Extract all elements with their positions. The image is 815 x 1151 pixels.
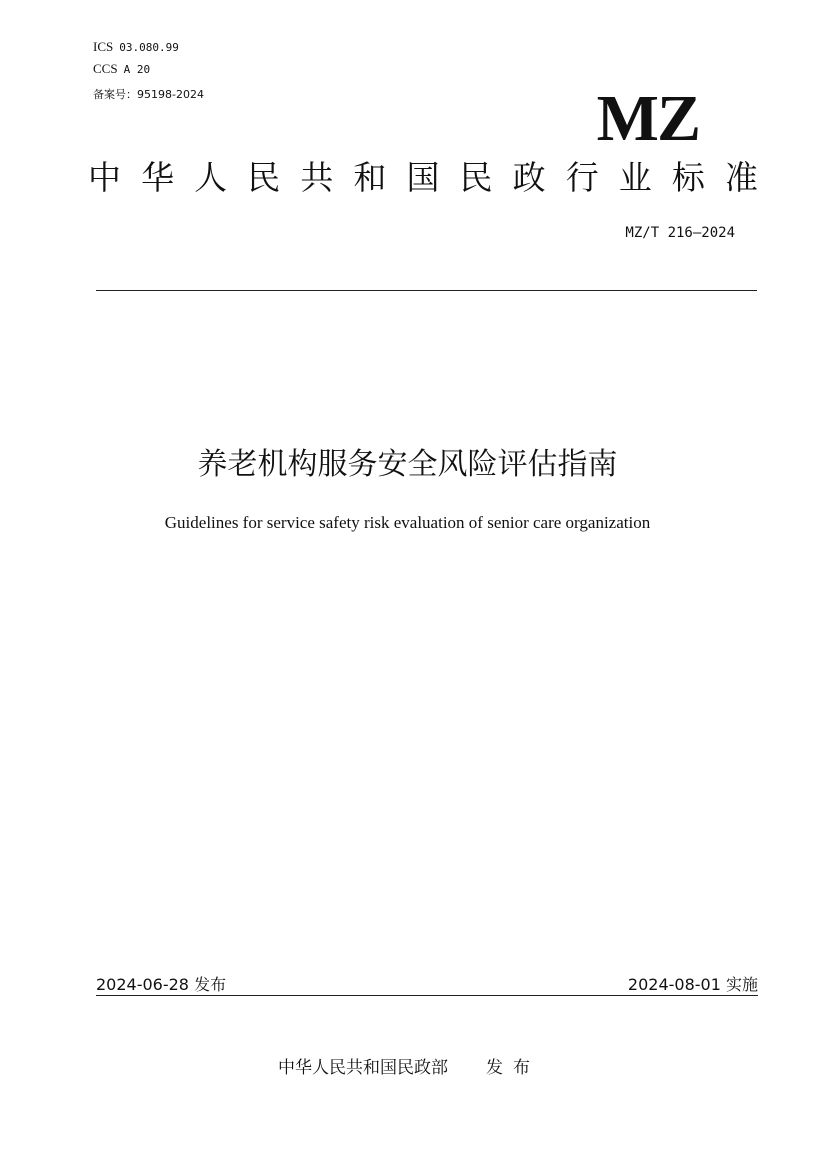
record-number [93, 88, 204, 102]
record-label: 备案号： [93, 88, 137, 101]
org-char: 人 [194, 158, 228, 197]
publisher [278, 1053, 540, 1078]
ccs-code [93, 62, 150, 77]
standard-code: MZ/T 216—2024 [625, 225, 735, 241]
publisher-action: 发布 [486, 1058, 540, 1078]
ccs-label: CCS [93, 61, 118, 76]
org-char: 国 [406, 158, 440, 197]
ics-code [93, 40, 179, 55]
org-char: 政 [512, 158, 546, 197]
org-char: 和 [353, 158, 387, 197]
org-char: 业 [618, 158, 652, 197]
ics-label: ICS [93, 39, 114, 54]
title-chinese: 养老机构服务安全风险评估指南 [197, 447, 618, 482]
publisher-name: 中华人民共和国民政部 [278, 1058, 448, 1078]
org-char: 民 [247, 158, 281, 197]
org-char: 标 [671, 158, 705, 197]
org-char: 共 [300, 158, 334, 197]
org-char: 华 [141, 158, 175, 197]
top-divider [96, 290, 757, 291]
title-english: Guidelines for service safety risk evaluation of senior care organization [164, 513, 651, 532]
record-value: 95198-2024 [137, 88, 204, 101]
org-char: 民 [459, 158, 493, 197]
mz-logo: MZ [596, 82, 699, 155]
org-char: 准 [724, 158, 758, 197]
organization-line [88, 158, 758, 198]
ics-value: 03.080.99 [119, 41, 179, 54]
implement-date: 2024-08-01 实施 [627, 975, 758, 994]
publish-date: 2024-06-28 发布 [96, 975, 227, 994]
ccs-value: A 20 [123, 63, 151, 76]
bottom-divider [96, 995, 758, 996]
org-char: 中 [88, 158, 121, 197]
org-char: 行 [565, 158, 599, 197]
